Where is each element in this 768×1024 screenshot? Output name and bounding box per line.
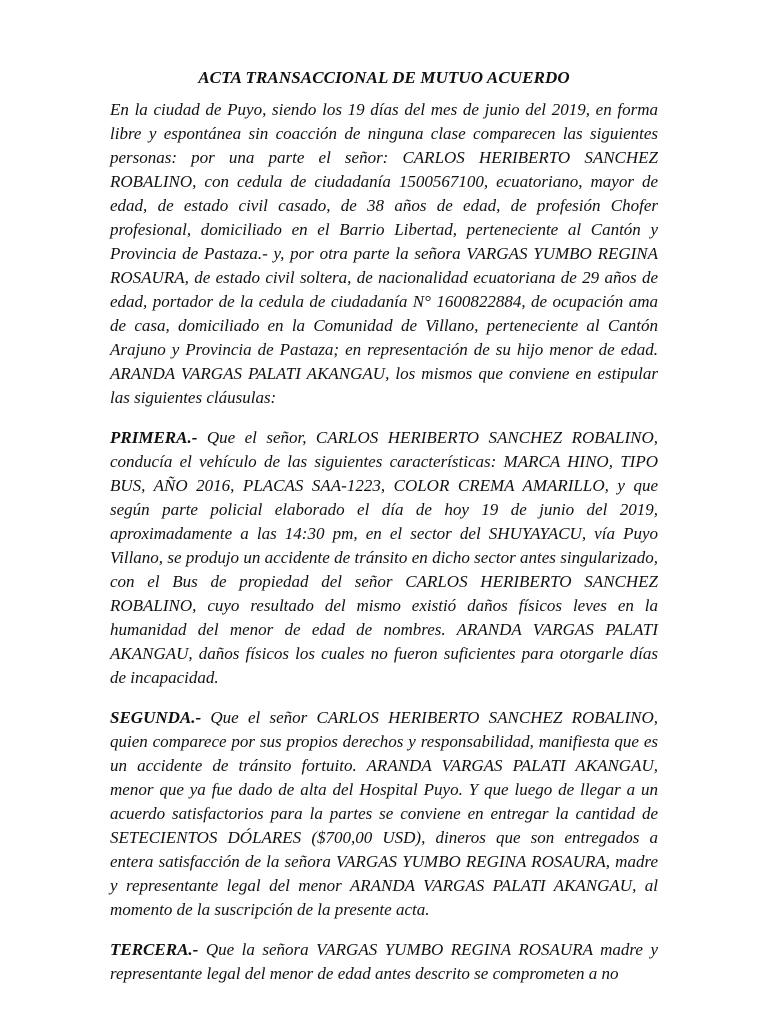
clause-tercera (110, 938, 658, 986)
clause-heading: SEGUNDA.- (110, 708, 202, 727)
clause-text: Que el señor, CARLOS HERIBERTO SANCHEZ ROBALINO, conducía el vehículo de las siguientes características: MARCA HINO, TIPO BUS, AÑO 2016, PLACAS SAA-1223, COLOR CREMA AMARILLO, y que según parte policial elaborado el día de hoy 19 de junio del 2019, aproximadamente a las 14:30 pm, en el sector del SHUYAYACU, vía Puyo Villano, se produjo un accidente de tránsito en dicho sector antes singularizado, con el Bus de propiedad del señor CARLOS HERIBERTO SANCHEZ ROBALINO, cuyo resultado del mismo existió daños físicos leves en la humanidad del menor de edad de nombres. ARANDA VARGAS PALATI AKANGAU, daños físicos los cuales no fueron suficientes para otorgarle días de incapacidad. (110, 428, 658, 687)
clause-heading: TERCERA.- (110, 940, 199, 959)
intro-paragraph: En la ciudad de Puyo, siendo los 19 días del mes de junio del 2019, en forma libre y espontánea sin coacción de ninguna clase comparecen las siguientes personas: por una parte el señor: CARLOS HERIBERTO SANCHEZ ROBALINO, con cedula de ciudadanía 1500567100, ecuatoriano, mayor de edad, de estado civil casado, de 38 años de edad, de profesión Chofer profesional, domiciliado en el Barrio Libertad, perteneciente al Cantón y Provincia de Pastaza.- y, por otra parte la señora VARGAS YUMBO REGINA ROSAURA, de estado civil soltera, de nacionalidad ecuatoriana de 29 años de edad, portador de la cedula de ciudadanía N° 1600822884, de ocupación ama de casa, domiciliado en la Comunidad de Villano, perteneciente al Cantón Arajuno y Provincia de Pastaza; en representación de su hijo menor de edad. ARANDA VARGAS PALATI AKANGAU, los mismos que conviene en estipular las siguientes cláusulas: (110, 100, 658, 407)
document-title: ACTA TRANSACCIONAL DE MUTUO ACUERDO (198, 68, 570, 87)
document-body (110, 98, 658, 1002)
clause-heading: PRIMERA.- (110, 428, 198, 447)
clause-text: Que la señora VARGAS YUMBO REGINA ROSAURA madre y representante legal del menor de edad antes descrito se comprometen a no (110, 940, 658, 983)
clause-primera (110, 426, 658, 690)
clause-segunda (110, 706, 658, 922)
clause-text: Que el señor CARLOS HERIBERTO SANCHEZ ROBALINO, quien comparece por sus propios derechos y responsabilidad, manifiesta que es un accidente de tránsito fortuito. ARANDA VARGAS PALATI AKANGAU, menor que ya fue dado de alta del Hospital Puyo. Y que luego de llegar a un acuerdo satisfactorios para la partes se conviene en entregar la cantidad de SETECIENTOS DÓLARES ($700,00 USD), dineros que son entregados a entera satisfacción de la señora VARGAS YUMBO REGINA ROSAURA, madre y representante legal del menor ARANDA VARGAS PALATI AKANGAU, al momento de la suscripción de la presente acta. (110, 708, 658, 919)
